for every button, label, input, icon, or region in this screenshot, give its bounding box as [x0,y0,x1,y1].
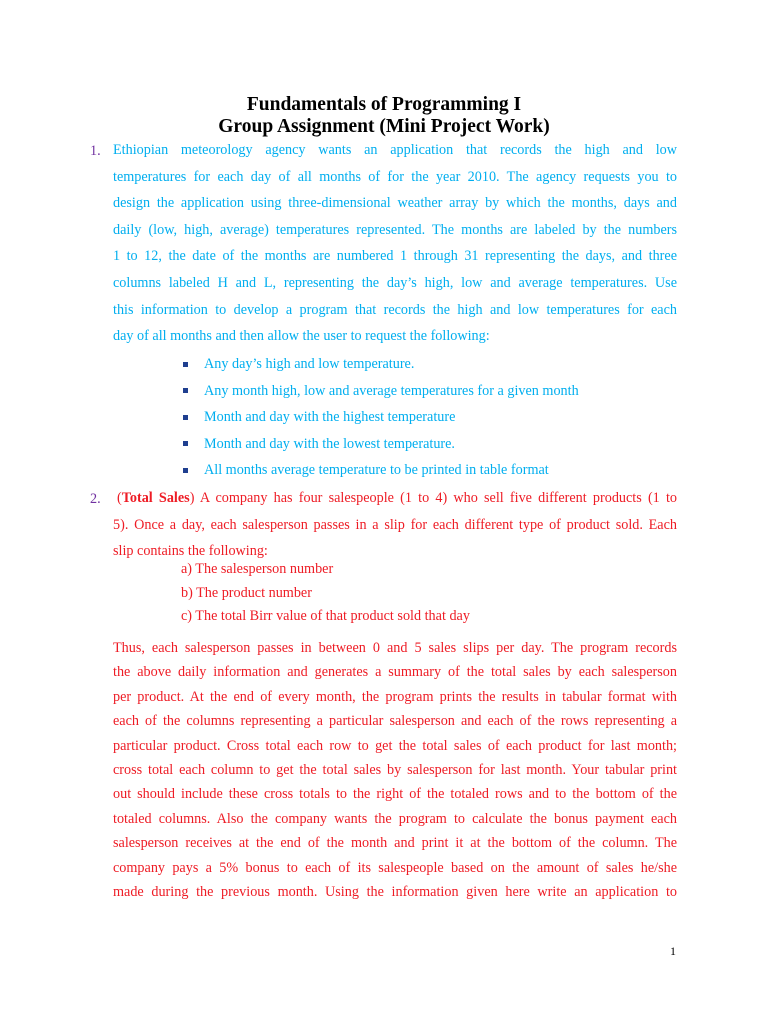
question-1-number: 1. [90,143,101,159]
q1-line: columns labeled H and L, representing the day’s high, low and average temperatures. Use [113,274,677,291]
q1-line: day of all months and then allow the user to request the following: [113,328,490,345]
page-number: 1 [670,944,676,958]
list-item: Any month high, low and average temperatures for a given month [180,378,579,405]
paragraph-line: per product. At the end of every month, the program prints the results in tabular format with [113,688,677,705]
title-line-1: Fundamentals of Programming I [246,94,522,115]
square-bullet-icon [183,468,188,473]
paragraph-line: the above daily information and generates a summary of the total sales by each salesperson [113,664,677,681]
paragraph-line: made during the previous month. Using the information given here write an application to [113,884,677,901]
q2-line: slip contains the following: [113,543,268,560]
q1-line: 1 to 12, the date of the months are numbered 1 through 31 representing the days, and three [113,248,677,265]
question-2-sub-items [181,558,470,629]
paragraph-line: Thus, each salesperson passes in between 0 and 5 sales slips per day. The program records [113,640,677,656]
square-bullet-icon [183,441,188,446]
square-bullet-icon [183,362,188,367]
q2-line: 5). Once a day, each salesperson passes in a slip for each different type of product sold. Each [113,516,677,533]
paragraph-line: cross total each column to get the total sales by salesperson for last month. Your tabular print [113,762,677,779]
square-bullet-icon [183,415,188,420]
square-bullet-icon [183,388,188,393]
q2-first-line: (Total Sales) A company has four salespeople (1 to 4) who sell five different products (1 to [117,490,677,506]
question-2-text [113,485,677,565]
paragraph-line: company pays a 5% bonus to each of its salespeople based on the amount of sales he/she [113,859,677,876]
q1-line: this information to develop a program that records the high and low temperatures for each [113,301,677,318]
list-item: Month and day with the lowest temperature. [180,431,579,458]
list-item: a) The salesperson number [181,561,334,577]
paragraph-line: particular product. Cross total each row to get the total sales of each product for last month; [113,737,677,754]
list-item: c) The total Birr value of that product sold that day [181,608,470,624]
q1-line: design the application using three-dimensional weather array by which the months, days and [113,195,677,212]
list-item: Any day’s high and low temperature. [180,351,579,378]
paragraph-line: salesperson receives at the end of the month and print it at the bottom of the column. The [113,835,677,852]
list-item: All months average temperature to be printed in table format [180,457,579,484]
question-2-paragraph [113,636,677,904]
q1-line: Ethiopian meteorology agency wants an application that records the high and low [113,142,677,158]
paragraph-line: each of the columns representing a particular salesperson and each of the rows representing a [113,713,677,730]
paragraph-line: out should include these cross totals to the right of the totaled rows and to the bottom of the [113,786,677,803]
question-2-number: 2. [90,491,101,507]
total-sales-label: Total Sales [121,490,190,506]
title-line-2: Group Assignment (Mini Project Work) [218,116,550,137]
question-1-bullet-list [180,351,579,484]
list-item: b) The product number [181,584,312,601]
list-item: Month and day with the highest temperature [180,404,579,431]
document-title [0,94,768,138]
q1-line: daily (low, high, average) temperatures represented. The months are labeled by the numbers [113,221,677,238]
q1-line: temperatures for each day of all months of for the year 2010. The agency requests you to [113,168,677,185]
paragraph-line: totaled columns. Also the company wants the program to calculate the bonus payment each [113,810,677,827]
question-1-text [113,137,677,350]
